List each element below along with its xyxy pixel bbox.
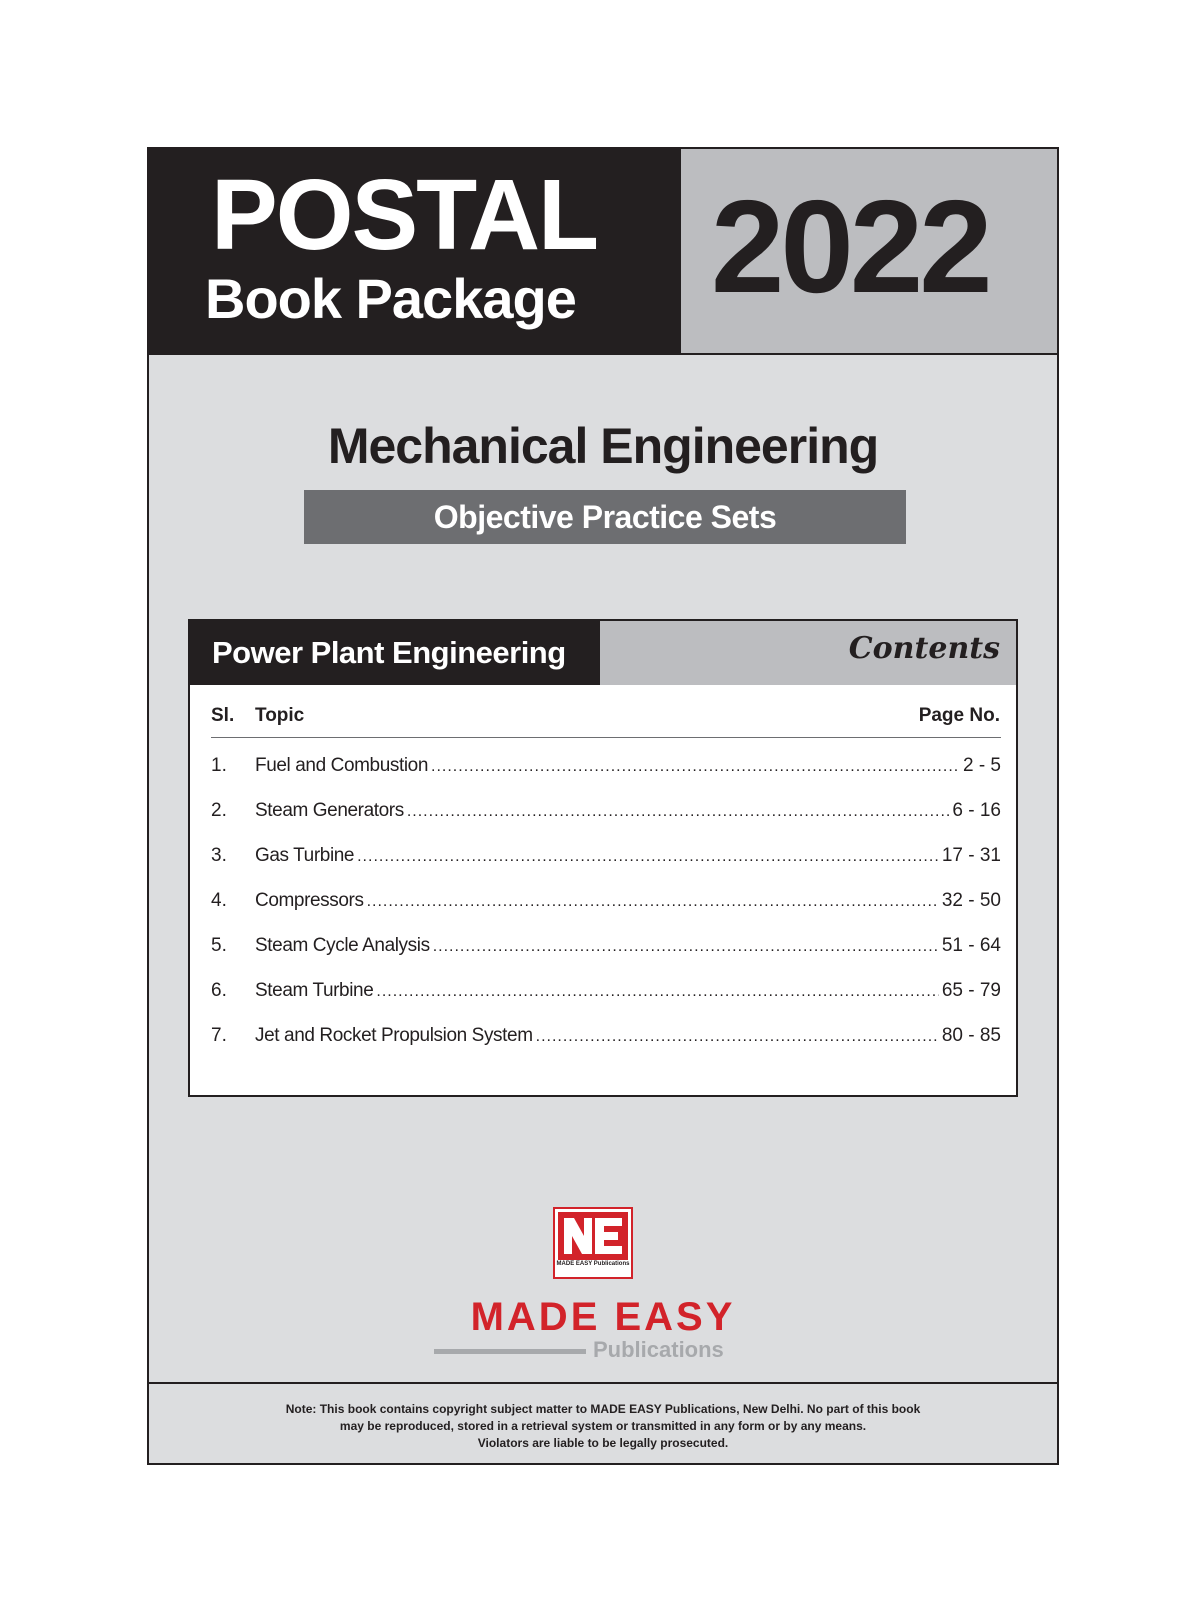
logo-badge (558, 1212, 628, 1260)
section-title: Power Plant Engineering (190, 621, 600, 685)
toc-row[interactable] (211, 935, 1001, 961)
toc-dot-leader (376, 983, 938, 1001)
cover-title: POSTAL (211, 159, 598, 271)
toc-number: 2. (211, 800, 227, 821)
toc-pages: 2 - 5 (962, 755, 1001, 776)
contents-label-panel (600, 621, 1016, 685)
made-easy-logo-icon (553, 1207, 633, 1279)
toc-dot-leader (407, 803, 950, 821)
toc-number: 6. (211, 980, 227, 1001)
toc-title: Steam Turbine (255, 980, 374, 1001)
copyright-note-line: may be reproduced, stored in a retrieval system or transmitted in any form or by any means. (339, 1419, 867, 1433)
toc-row[interactable] (211, 800, 1001, 826)
toc-number: 7. (211, 1025, 227, 1046)
toc-title: Steam Generators (255, 800, 404, 821)
toc-pages: 6 - 16 (952, 800, 1001, 821)
toc-pages: 17 - 31 (941, 845, 1001, 866)
toc-row[interactable] (211, 755, 1001, 781)
header-left-panel (149, 149, 681, 354)
cover-subtitle: Book Package (205, 267, 576, 330)
publisher-name: MADE EASY (470, 1295, 736, 1339)
toc-row[interactable] (211, 890, 1001, 916)
column-header-divider (211, 737, 1001, 738)
toc-title: Compressors (255, 890, 364, 911)
series-banner: Objective Practice Sets (304, 490, 906, 544)
footer-divider (149, 1382, 1057, 1384)
toc-pages: 51 - 64 (941, 935, 1001, 956)
toc-row[interactable] (211, 980, 1001, 1006)
toc-number: 1. (211, 755, 227, 776)
copyright-note-line: Note: This book contains copyright subject matter to MADE EASY Publications, New Delhi. No part of this book (285, 1402, 921, 1416)
logo-letters-icon (558, 1212, 628, 1260)
toc-pages: 80 - 85 (941, 1025, 1001, 1046)
toc-title: Steam Cycle Analysis (255, 935, 430, 956)
publisher-sub: Publications (593, 1337, 724, 1362)
column-header-page: Page No. (918, 705, 1000, 726)
logo-small-text: MADE EASY Publications (556, 1261, 630, 1267)
header-band (149, 149, 1057, 354)
toc-number: 4. (211, 890, 227, 911)
header-right-panel (681, 149, 1057, 354)
toc-title: Fuel and Combustion (255, 755, 429, 776)
subject-title: Mechanical Engineering (327, 418, 879, 474)
copyright-note-line: Violators are liable to be legally prosecuted. (477, 1436, 729, 1450)
toc-title: Jet and Rocket Propulsion System (255, 1025, 533, 1046)
toc-dot-leader (431, 758, 960, 776)
toc-row[interactable] (211, 845, 1001, 871)
contents-box (188, 619, 1018, 1097)
book-cover (147, 147, 1059, 1465)
contents-label: Contents (848, 631, 1000, 666)
toc-dot-leader (536, 1028, 939, 1046)
column-header-sl: Sl. (211, 705, 235, 726)
column-header-topic: Topic (255, 705, 305, 726)
contents-header (190, 621, 1016, 685)
toc-row[interactable] (211, 1025, 1001, 1051)
header-divider (149, 353, 1057, 355)
toc-dot-leader (357, 848, 939, 866)
edition-year: 2022 (711, 173, 989, 320)
toc-title: Gas Turbine (255, 845, 355, 866)
toc-pages: 65 - 79 (941, 980, 1001, 1001)
toc-number: 5. (211, 935, 227, 956)
toc-number: 3. (211, 845, 227, 866)
toc-dot-leader (433, 938, 939, 956)
toc-dot-leader (367, 893, 939, 911)
publisher-rule (434, 1349, 586, 1354)
toc-pages: 32 - 50 (941, 890, 1001, 911)
copyright-note (189, 1401, 1017, 1452)
